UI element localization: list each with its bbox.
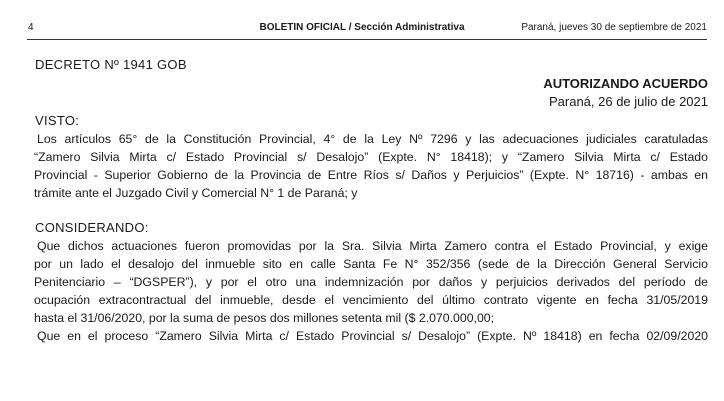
publication-date: Paraná, jueves 30 de septiembre de 2021 xyxy=(521,22,707,33)
considerando-line: ocupación extracontractual del inmueble, desde el vencimiento del último contrato vigente en fecha 31/05/2019 xyxy=(34,293,708,307)
page-header xyxy=(0,0,724,40)
visto-paragraph xyxy=(34,130,708,202)
considerando-paragraph xyxy=(34,237,708,345)
decree-place-date: Paraná, 26 de julio de 2021 xyxy=(548,94,708,109)
decree-subject: AUTORIZANDO ACUERDO xyxy=(543,76,708,91)
visto-line: “Zamero Silvia Mirta c/ Estado Provincial s/ Desalojo” (Expte. N° 18418); y “Zamero Silvia Mirta c/ Estado xyxy=(34,150,708,164)
considerando-heading: CONSIDERANDO: xyxy=(35,220,149,235)
section-name: / Sección Administrativa xyxy=(345,22,465,33)
visto-heading: VISTO: xyxy=(35,113,80,128)
visto-line: Provincial - Superior Gobierno de la Provincia de Entre Ríos s/ Daños y Perjuicios” (Expte. N° 18716) - ambas en xyxy=(34,168,708,182)
visto-line: trámite ante el Juzgado Civil y Comercial N° 1 de Paraná; y xyxy=(34,186,358,200)
considerando-line: por un lado el desalojo del inmueble sito en calle Santa Fe N° 352/356 (sede de la Dirección General Servicio xyxy=(34,257,708,271)
visto-line: Los artículos 65° de la Constitución Provincial, 4° de la Ley Nº 7296 y las adecuaciones judiciales caratuladas xyxy=(37,132,708,146)
considerando-line: Que en el proceso “Zamero Silvia Mirta c/ Estado Provincial s/ Desalojo” (Expte. Nº 18418) en fecha 02/09/2020 xyxy=(37,329,708,343)
publication-name: BOLETIN OFICIAL xyxy=(259,22,346,33)
page-number: 4 xyxy=(28,22,34,33)
considerando-line: Que dichos actuaciones fueron promovidas por la Sra. Silvia Mirta Zamero contra el Estado Provincial, y exige xyxy=(37,239,708,253)
considerando-line: Penitenciario – “DGSPER”), y por el otro una indemnización por daños y perjuicios derivados del período de xyxy=(34,275,708,289)
considerando-line: hasta el 31/06/2020, por la suma de pesos dos millones setenta mil ($ 2.070.000,00; xyxy=(34,311,495,325)
decree-number: DECRETO Nº 1941 GOB xyxy=(35,57,187,72)
header-divider xyxy=(27,39,707,40)
